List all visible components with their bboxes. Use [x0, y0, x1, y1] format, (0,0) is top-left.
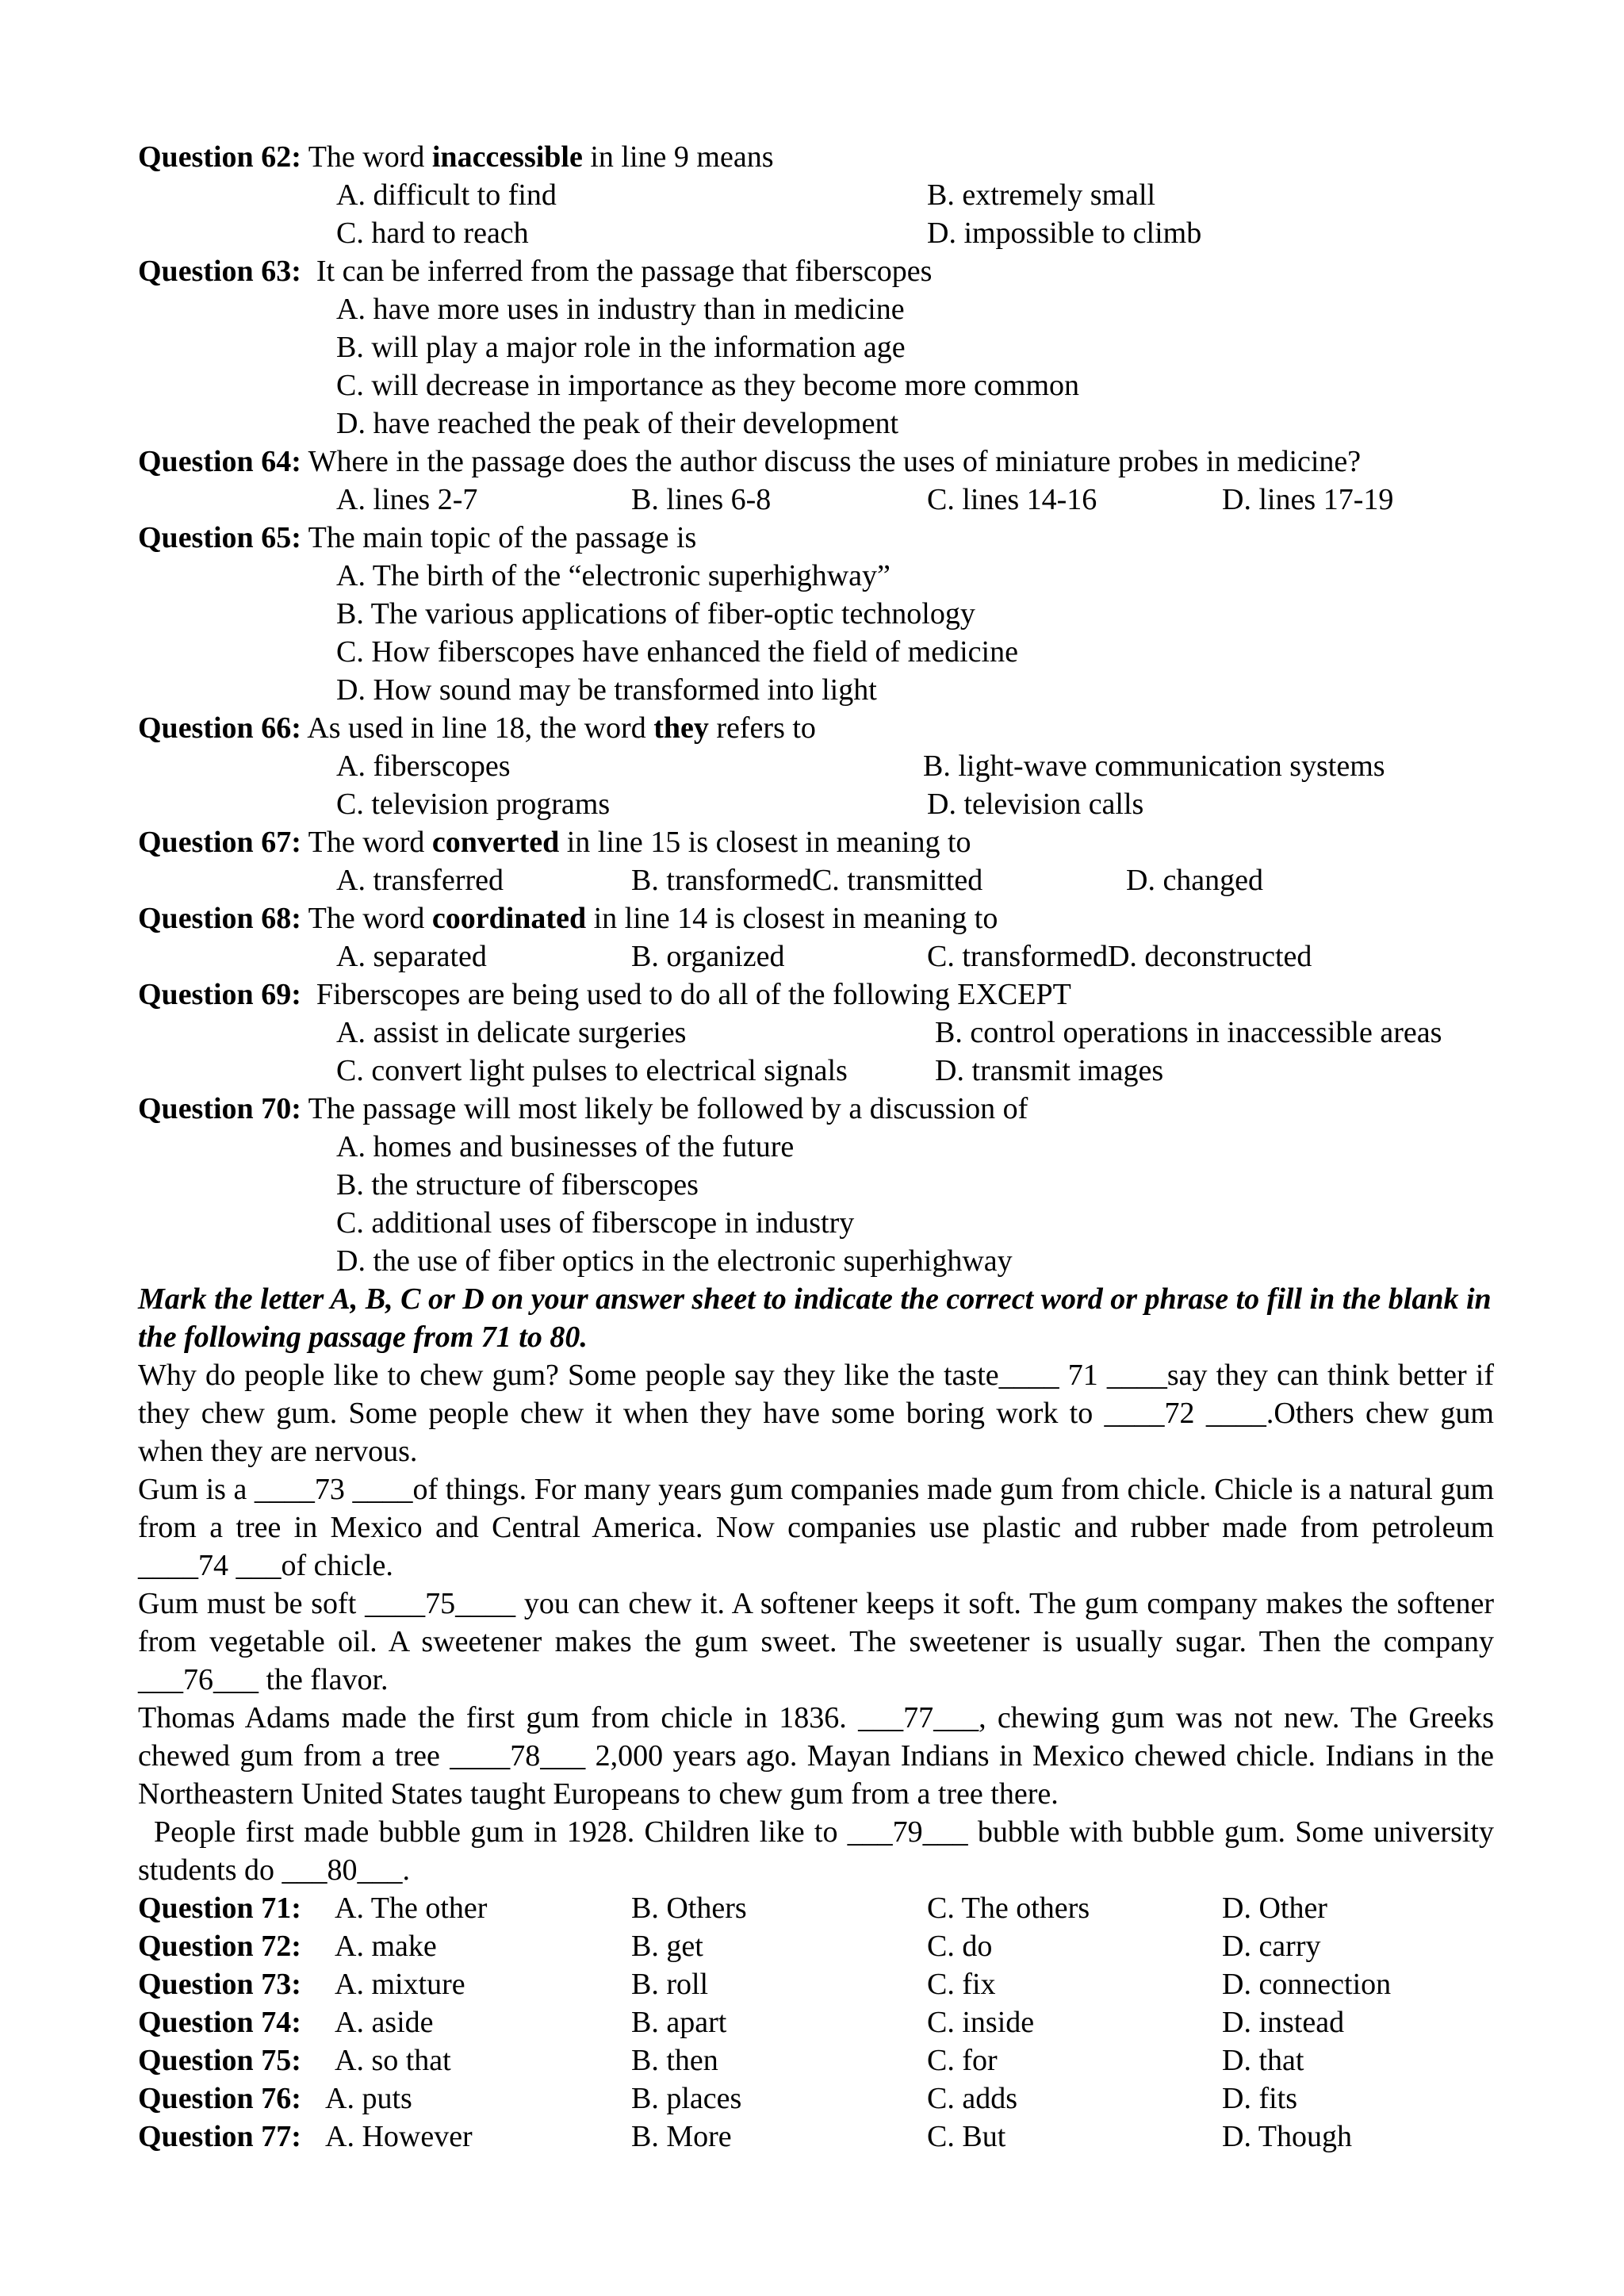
option-a: A. assist in delicate surgeries — [336, 1016, 687, 1049]
option-b: B. places — [631, 2082, 742, 2115]
option-d: D. transmit images — [935, 1054, 1164, 1087]
option-c: C. additional uses of fiberscope in industry — [336, 1206, 855, 1240]
option-b-c: B. transformedC. transmitted — [631, 864, 983, 897]
passage-paragraph-5: People first made bubble gum in 1928. Children like to ___79___ bubble with bubble gum. Some university students do ___80___. — [138, 1815, 1494, 1887]
question-label: Question 66: — [138, 711, 301, 745]
exam-page — [138, 138, 1494, 2156]
option-a: A. The birth of the “electronic superhighway” — [336, 559, 891, 592]
option-a: A. puts — [325, 2082, 412, 2115]
question-text: Where in the passage does the author discuss the uses of miniature probes in medicine? — [301, 445, 1362, 478]
keyword: they — [653, 711, 709, 745]
option-b: B. then — [631, 2044, 718, 2077]
option-b: B. extremely small — [927, 178, 1156, 212]
question-63-option — [138, 366, 1494, 404]
option-a: A. aside — [335, 2006, 434, 2039]
question-66-options-row — [138, 785, 1494, 823]
option-a: A. make — [335, 1930, 437, 1963]
question-69-options-row — [138, 1014, 1494, 1052]
option-b: B. control operations in inaccessible areas — [935, 1016, 1442, 1049]
option-c: C. adds — [927, 2082, 1017, 2115]
option-c: C. will decrease in importance as they become more common — [336, 369, 1080, 402]
option-b: B. More — [631, 2120, 732, 2153]
question-63-stem — [138, 252, 1494, 290]
option-d: D. television calls — [927, 788, 1144, 821]
option-a: A. difficult to find — [336, 178, 557, 212]
question-75-row — [138, 2041, 1494, 2079]
option-c: C. lines 14-16 — [927, 483, 1097, 516]
question-70-option — [138, 1204, 1494, 1242]
passage-paragraph-4: Thomas Adams made the first gum from chicle in 1836. ___77___, chewing gum was not new. The Greeks chewed gum from a tree ____78___ 2,000 years ago. Mayan Indians in Mexico chewed chicle. Indians in the Northeastern United States taught Europeans to chew gum from a tree there. — [138, 1701, 1494, 1811]
option-c: C. convert light pulses to electrical signals — [336, 1054, 848, 1087]
question-text: The main topic of the passage is — [301, 521, 697, 554]
question-63-option — [138, 290, 1494, 328]
keyword: inaccessible — [431, 140, 583, 174]
keyword: coordinated — [431, 902, 587, 935]
question-68-stem — [138, 899, 1494, 937]
question-label: Question 69: — [138, 978, 301, 1011]
option-a: A. lines 2-7 — [336, 483, 478, 516]
option-d: D. that — [1222, 2044, 1304, 2077]
option-b: B. the structure of fiberscopes — [336, 1168, 699, 1202]
option-d: D. connection — [1222, 1968, 1392, 2001]
question-72-row — [138, 1927, 1494, 1965]
option-c: C. inside — [927, 2006, 1035, 2039]
option-a: A. However — [325, 2120, 473, 2153]
question-text: The word — [308, 140, 432, 174]
question-label: Question 67: — [138, 826, 301, 859]
option-d: D. carry — [1222, 1930, 1321, 1963]
option-c: C. How fiberscopes have enhanced the field of medicine — [336, 635, 1018, 669]
question-63-option — [138, 404, 1494, 443]
option-b: B. get — [631, 1930, 703, 1963]
option-a: A. so that — [335, 2044, 451, 2077]
question-label: Question 76: — [138, 2082, 301, 2115]
question-text: The word — [301, 826, 432, 859]
passage-paragraph-3: Gum must be soft ____75____ you can chew it. A softener keeps it soft. The gum company makes the softener from vegetable oil. A sweetener makes the gum sweet. The sweetener is usually sugar. Then the company ___76___ the flavor. — [138, 1587, 1494, 1696]
question-text: in line 9 means — [582, 140, 774, 174]
question-65-option — [138, 557, 1494, 595]
option-c-d: C. transformedD. deconstructed — [927, 940, 1312, 973]
option-d: D. have reached the peak of their development — [336, 407, 899, 440]
question-64-options-row — [138, 481, 1494, 519]
question-text: Fiberscopes are being used to do all of the following EXCEPT — [301, 978, 1071, 1011]
option-b: B. roll — [631, 1968, 709, 2001]
option-b: B. lines 6-8 — [631, 483, 772, 516]
question-label: Question 74: — [138, 2006, 301, 2039]
question-62-options-row — [138, 176, 1494, 214]
option-d: D. Other — [1222, 1892, 1327, 1925]
question-65-stem — [138, 519, 1494, 557]
question-77-row — [138, 2118, 1494, 2156]
question-65-option — [138, 671, 1494, 709]
question-71-row — [138, 1889, 1494, 1927]
question-70-option — [138, 1128, 1494, 1166]
option-c: C. do — [927, 1930, 993, 1963]
question-63-option — [138, 328, 1494, 366]
question-text: refers to — [708, 711, 816, 745]
option-b: B. apart — [631, 2006, 727, 2039]
option-a: A. mixture — [335, 1968, 465, 2001]
option-a: A. homes and businesses of the future — [336, 1130, 795, 1163]
option-c: C. The others — [927, 1892, 1090, 1925]
question-69-options-row — [138, 1052, 1494, 1090]
option-c: C. But — [927, 2120, 1006, 2153]
question-74-row — [138, 2003, 1494, 2041]
option-d: D. lines 17-19 — [1222, 483, 1394, 516]
question-70-option — [138, 1166, 1494, 1204]
question-label: Question 63: — [138, 255, 301, 288]
question-text: It can be inferred from the passage that fiberscopes — [301, 255, 933, 288]
option-a: A. transferred — [336, 864, 504, 897]
passage-paragraph-2: Gum is a ____73 ____of things. For many years gum companies made gum from chicle. Chicle is a natural gum from a tree in Mexico and Central America. Now companies use plastic and rubber made from petroleum ____74 ___of chicle. — [138, 1473, 1494, 1582]
question-68-options-row — [138, 937, 1494, 976]
question-64-stem — [138, 443, 1494, 481]
question-70-option — [138, 1242, 1494, 1280]
question-66-stem — [138, 709, 1494, 747]
question-label: Question 68: — [138, 902, 301, 935]
question-text: The word — [301, 902, 432, 935]
question-70-stem — [138, 1090, 1494, 1128]
option-d: D. impossible to climb — [927, 217, 1202, 250]
option-a: A. separated — [336, 940, 487, 973]
question-label: Question 75: — [138, 2044, 301, 2077]
question-65-option — [138, 595, 1494, 633]
option-b: B. light-wave communication systems — [923, 749, 1385, 783]
option-b: B. will play a major role in the information age — [336, 331, 906, 364]
question-label: Question 77: — [138, 2120, 301, 2153]
question-67-stem — [138, 823, 1494, 861]
question-label: Question 70: — [138, 1092, 301, 1125]
question-62-stem — [138, 138, 1494, 176]
option-d: D. changed — [1126, 864, 1264, 897]
question-text: The passage will most likely be followed by a discussion of — [301, 1092, 1028, 1125]
option-b: B. Others — [631, 1892, 747, 1925]
option-c: C. fix — [927, 1968, 996, 2001]
option-b: B. organized — [631, 940, 785, 973]
question-65-option — [138, 633, 1494, 671]
option-d: D. the use of fiber optics in the electronic superhighway — [336, 1244, 1013, 1278]
option-d: D. Though — [1222, 2120, 1352, 2153]
question-76-row — [138, 2079, 1494, 2118]
question-label: Question 65: — [138, 521, 301, 554]
option-c: C. television programs — [336, 788, 611, 821]
question-label: Question 73: — [138, 1968, 301, 2001]
question-label: Question 71: — [138, 1892, 301, 1925]
passage-paragraph-1: Why do people like to chew gum? Some people say they like the taste____ 71 ____say they can think better if they chew gum. Some people chew it when they have some boring work to ____72 ____.Others chew gum when they are nervous. — [138, 1359, 1494, 1468]
keyword: converted — [431, 826, 560, 859]
question-69-stem — [138, 976, 1494, 1014]
question-label: Question 72: — [138, 1930, 301, 1963]
question-66-options-row — [138, 747, 1494, 785]
option-c: C. hard to reach — [336, 217, 529, 250]
section-instruction: Mark the letter A, B, C or D on your answer sheet to indicate the correct word or phrase to fill in the blank in the following passage from 71 to 80. — [138, 1282, 1492, 1354]
option-a: A. The other — [335, 1892, 488, 1925]
question-73-row — [138, 1965, 1494, 2003]
question-62-options-row — [138, 214, 1494, 252]
option-d: D. fits — [1222, 2082, 1297, 2115]
option-b: B. The various applications of fiber-optic technology — [336, 597, 975, 631]
option-c: C. for — [927, 2044, 998, 2077]
question-text: in line 15 is closest in meaning to — [559, 826, 971, 859]
question-text: in line 14 is closest in meaning to — [586, 902, 998, 935]
question-label: Question 62: — [138, 140, 301, 174]
option-d: D. instead — [1222, 2006, 1345, 2039]
option-a: A. have more uses in industry than in medicine — [336, 293, 905, 326]
question-67-options-row — [138, 861, 1494, 899]
option-d: D. How sound may be transformed into light — [336, 673, 877, 707]
question-text: As used in line 18, the word — [301, 711, 654, 745]
question-label: Question 64: — [138, 445, 301, 478]
option-a: A. fiberscopes — [336, 749, 511, 783]
